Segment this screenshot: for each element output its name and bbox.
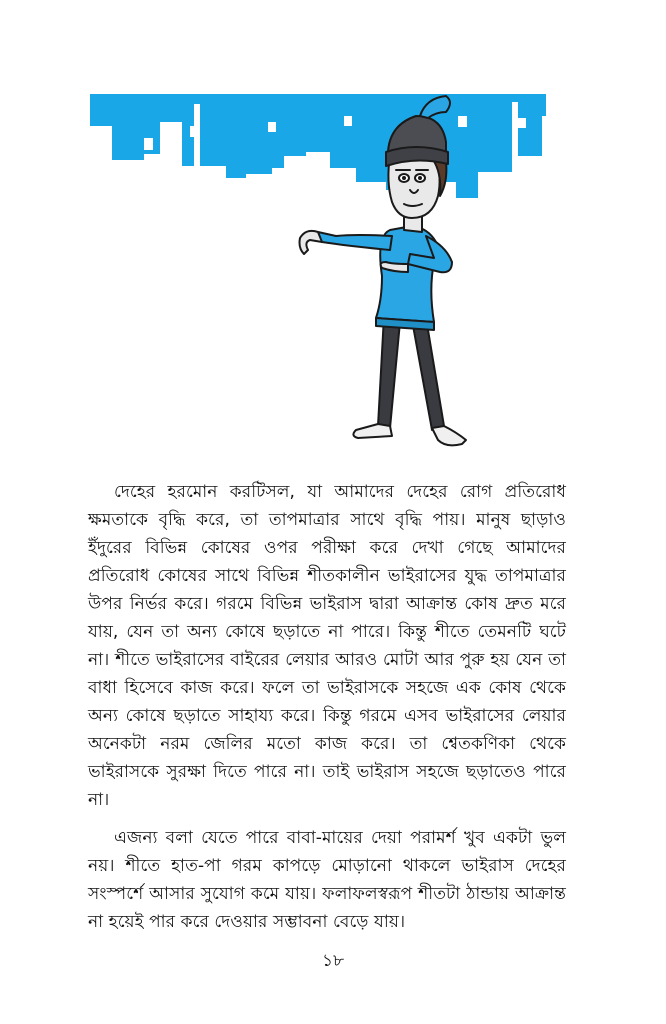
paragraph-2: এজন্য বলা যেতে পারে বাবা-মায়ের দেয়া পরামর্শ খুব একটা ভুল নয়। শীতে হাত-পা গরম কাপড়ে মোড়ানো থাকলে ভাইরাস দেহের সংস্পর্শে আসার সুযোগ কমে যায়। ফলাফলস্বরূপ শীতটা ঠান্ডায় আক্রান্ত না হয়েই পার করে দেওয়ার সম্ভাবনা বেড়ে যায়। [88, 828, 566, 932]
page-number: ১৮ [321, 951, 345, 971]
city-skyline [90, 94, 546, 198]
body-text [88, 478, 566, 936]
person-illustration [86, 86, 556, 458]
illustration [86, 86, 556, 458]
paragraph-1: দেহের হরমোন করটিসল, যা আমাদের দেহের রোগ প্রতিরোধ ক্ষমতাকে বৃদ্ধি করে, তা তাপমাত্রার সাথে বৃদ্ধি পায়। মানুষ ছাড়াও ইঁদুরের বিভিন্ন কোষের ওপর পরীক্ষা করে দেখা গেছে আমাদের প্রতিরোধ কোষের সাথে বিভিন্ন শীতকালীন ভাইরাসের যুদ্ধ তাপমাত্রার উপর নির্ভর করে। গরমে বিভিন্ন ভাইরাস দ্বারা আক্রান্ত কোষ দ্রুত মরে যায়, যেন তা অন্য কোষে ছড়াতে না পারে। কিন্তু শীতে তেমনটি ঘটে না। শীতে ভাইরাসের বাইরের লেয়ার আরও মোটা আর পুরু হয় যেন তা বাধা হিসেবে কাজ করে। ফলে তা ভাইরাসকে সহজে এক কোষ থেকে অন্য কোষে ছড়াতে সাহায্য করে। কিন্তু গরমে এসব ভাইরাসের লেয়ার অনেকটা নরম জেলির মতো কাজ করে। তা শ্বেতকণিকা থেকে ভাইরাসকে সুরক্ষা দিতে পারে না। তাই ভাইরাস সহজে ছড়াতেও পারে না। [88, 482, 566, 810]
